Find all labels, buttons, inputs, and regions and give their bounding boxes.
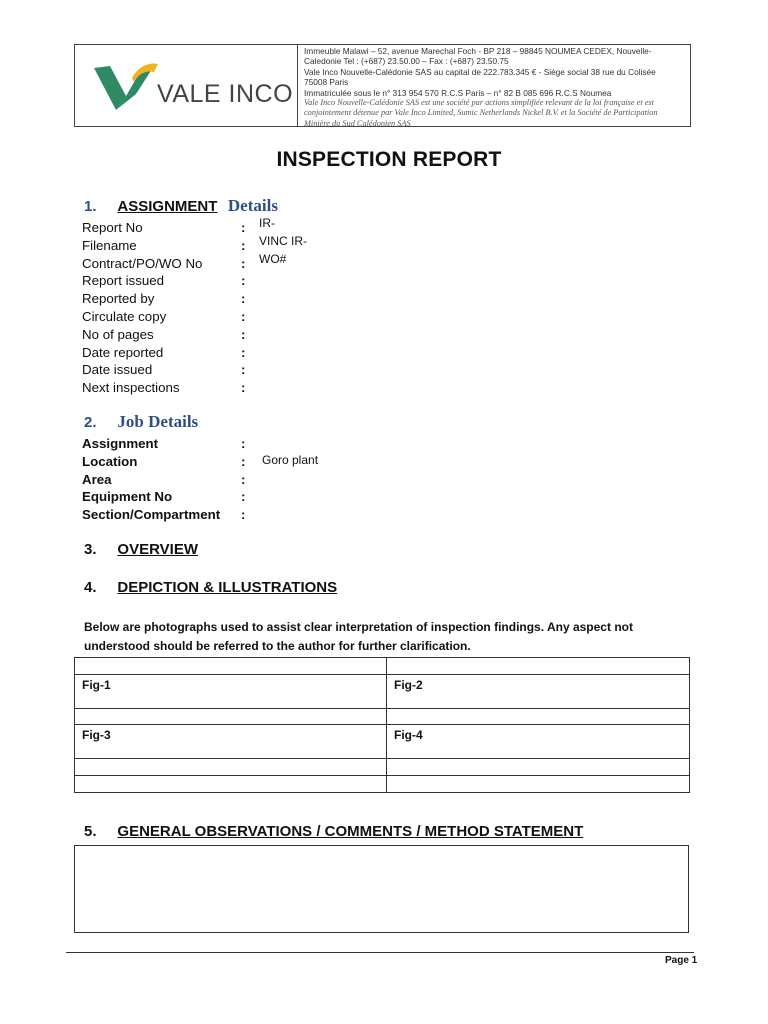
letterhead-italic-line: Vale Inco Nouvelle-Calédonie SAS est une société par actions simplifiée relevant de la loi française et est	[304, 98, 654, 108]
letterhead-line: Immatriculée sous le n° 313 954 570 R.C.S Paris – n° 82 B 085 696 R.C.S Noumea	[304, 87, 612, 98]
letterhead-line: Vale Inco Nouvelle-Calédonie SAS au capital de 222.783.345 € - Siège social 38 rue du Colisée	[304, 66, 656, 77]
field-colon: :	[241, 507, 246, 523]
field-colon: :	[241, 220, 246, 235]
table-cell	[75, 709, 387, 725]
field-colon: :	[241, 291, 246, 307]
field-colon: :	[241, 453, 246, 469]
table-row	[75, 759, 690, 776]
letterhead-divider	[297, 44, 298, 127]
section-5-heading	[84, 823, 583, 841]
field-label: Contract/PO/WO No	[82, 255, 203, 271]
field-label: Report issued	[82, 273, 165, 289]
table-cell	[387, 658, 690, 675]
field-label: Date reported	[82, 344, 164, 360]
field-colon: :	[241, 309, 246, 324]
section-2-heading	[84, 412, 198, 432]
section-title: Job Details	[117, 412, 199, 431]
field-value[interactable]: Goro plant	[262, 452, 319, 467]
observations-box[interactable]	[74, 845, 689, 933]
field-label: Section/Compartment	[82, 507, 221, 523]
field-colon: :	[241, 489, 246, 505]
field-colon: :	[241, 436, 246, 451]
section-4-heading	[84, 579, 337, 597]
figure-cell: Fig-3	[75, 725, 387, 759]
field-label: Next inspections	[82, 380, 180, 396]
section-1-heading	[84, 196, 278, 216]
table-row	[75, 709, 690, 725]
field-label: Equipment No	[82, 489, 173, 505]
field-label: Assignment	[82, 436, 159, 451]
figure-cell: Fig-4	[387, 725, 690, 759]
letterhead-line: Immeuble Malawi – 52, avenue Marechal Foch - BP 218 – 98845 NOUMEA CEDEX, Nouvelle-	[304, 46, 652, 56]
section-title: DEPICTION & ILLUSTRATIONS	[117, 579, 338, 596]
section-3-heading	[84, 541, 198, 559]
field-colon: :	[241, 380, 246, 396]
section-number: 2.	[84, 414, 97, 431]
section-number: 5.	[84, 823, 97, 840]
logo-text: VALE INCO	[157, 80, 294, 108]
section-title: ASSIGNMENT	[117, 198, 218, 215]
field-label: Circulate copy	[82, 309, 167, 324]
figure-cell: Fig-2	[387, 675, 690, 709]
section-number: 1.	[84, 198, 97, 215]
field-label: Report No	[82, 220, 143, 235]
footer-divider	[66, 952, 694, 953]
table-cell	[75, 759, 387, 776]
field-value[interactable]: VINC IR-	[259, 233, 307, 248]
document-title: INSPECTION REPORT	[276, 148, 502, 171]
illustrations-paragraph: Below are photographs used to assist clear interpretation of inspection findings. Any aspect not understood should be referred to the author for further clarification.	[84, 620, 633, 653]
field-label: Area	[82, 471, 112, 487]
field-label: No of pages	[82, 326, 154, 342]
field-colon: :	[241, 273, 246, 289]
table-row	[75, 776, 690, 793]
section-title-suffix: Details	[227, 196, 278, 215]
figures-table	[74, 657, 690, 793]
field-colon: :	[241, 255, 246, 271]
letterhead-italic-line: conjointement détenue par Vale Inco Limited, Sumic Netherlands Nickel B.V. et la Société de Participation	[304, 108, 658, 118]
letterhead-italic-line: Minière du Sud Calédonien SAS	[304, 118, 411, 128]
section-title: OVERVIEW	[117, 541, 198, 558]
field-label: Location	[82, 453, 138, 469]
section-number: 4.	[84, 579, 97, 596]
table-row	[75, 675, 690, 709]
field-colon: :	[241, 344, 246, 360]
table-cell	[387, 776, 690, 793]
field-colon: :	[241, 237, 246, 253]
page-number: Page 1	[665, 955, 698, 966]
letterhead-line: Caledonie Tel : (+687) 23.50.00 – Fax : (+687) 23.50.75	[304, 56, 509, 67]
section-number: 3.	[84, 541, 97, 558]
field-colon: :	[241, 326, 246, 342]
field-label: Reported by	[82, 291, 155, 307]
table-cell	[75, 658, 387, 675]
letterhead-line: 75008 Paris	[304, 77, 349, 88]
table-cell	[387, 709, 690, 725]
letterhead-text	[304, 46, 686, 129]
field-colon: :	[241, 471, 246, 487]
field-value[interactable]: IR-	[259, 216, 275, 230]
field-label: Filename	[82, 237, 137, 253]
field-value[interactable]: WO#	[259, 251, 287, 266]
table-row	[75, 658, 690, 675]
table-row	[75, 725, 690, 759]
table-cell	[75, 776, 387, 793]
field-label: Date issued	[82, 362, 153, 378]
section-title: GENERAL OBSERVATIONS / COMMENTS / METHOD STATEMENT	[117, 823, 584, 840]
figure-cell: Fig-1	[75, 675, 387, 709]
table-cell	[387, 759, 690, 776]
field-colon: :	[241, 362, 246, 378]
